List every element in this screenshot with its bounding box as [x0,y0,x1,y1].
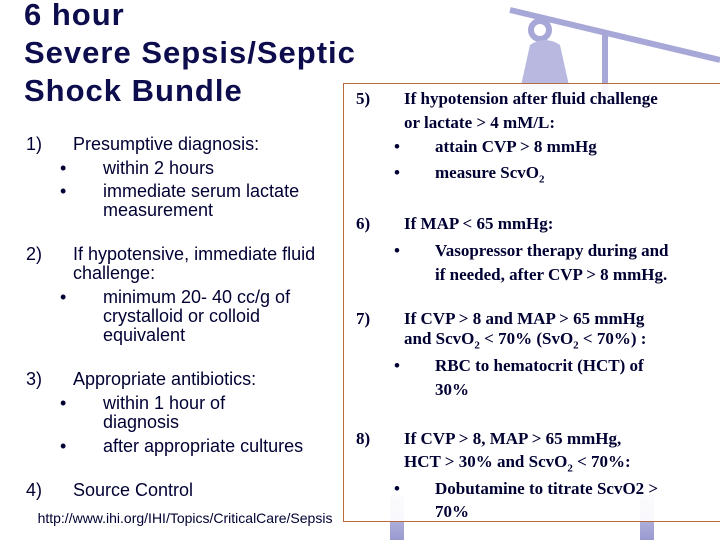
bullet: • [394,356,400,375]
bullet-text: 30% [435,380,469,399]
item-heading: Source Control [73,480,194,500]
subscript: 2 [573,339,579,352]
bullet: • [394,137,400,156]
bullet-text: if needed, after CVP > 8 mmHg. [435,265,668,284]
text: HCT > 30% and ScvO [404,452,568,471]
item-heading: If hypotension after fluid challenge [404,89,658,108]
title-line: Severe Sepsis/Septic [24,35,356,70]
bullet-text: within 1 hour of diagnosis [103,393,226,432]
item-number: 1) [26,134,43,154]
item-heading: If hypotensive, immediate fluid challenge: [73,244,316,283]
bullet-text: attain CVP > 8 mmHg [435,137,597,156]
bullet-text: within 2 hours [103,158,215,178]
bullet: • [60,393,67,413]
item-heading: Presumptive diagnosis: [73,134,260,154]
bullet-text: 70% [435,502,469,521]
subscript: 2 [539,173,545,186]
item-number: 8) [356,429,371,448]
bullet: • [60,287,67,307]
subscript: 2 [474,339,480,352]
item-number: 4) [26,480,43,500]
bullet: • [60,436,67,456]
bullet-text: Vasopressor therapy during and [435,241,669,260]
bullet-text: minimum 20- 40 cc/g of crystalloid or colloid equivalent [103,287,291,345]
item-number: 2) [26,244,43,264]
source-link[interactable]: http://www.ihi.org/IHI/Topics/CriticalCare/Sepsis [37,510,333,526]
item-heading: or lactate > 4 mM/L: [404,113,555,132]
bullet-text: after appropriate cultures [103,436,304,456]
item-number: 3) [26,369,43,389]
title-line: Shock Bundle [24,73,243,108]
item-number: 7) [356,309,371,328]
bullet: • [394,163,400,182]
item-heading: If CVP > 8, MAP > 65 mmHg, [404,429,622,448]
item-heading [404,450,631,474]
item-heading: Appropriate antibiotics: [73,369,257,389]
item-heading: If CVP > 8 and MAP > 65 mmHg [404,309,645,328]
item-number: 6) [356,214,371,233]
text: < 70% (SvO [479,329,574,348]
bullet-text: immediate serum lactate measurement [103,181,300,220]
title-line: 6 hour [24,0,125,32]
slide-title [24,0,356,110]
bullet: • [60,158,67,178]
text: < 70%: [572,452,631,471]
text: and ScvO [404,329,475,348]
item-heading: If MAP < 65 mmHg: [404,214,554,233]
bullet-text: Dobutamine to titrate ScvO2 > [435,479,659,498]
subscript: 2 [567,462,573,475]
bullet-text [435,161,545,185]
bullet: • [60,181,67,201]
text: < 70%) : [578,329,647,348]
item-number: 5) [356,89,371,108]
bullet-text: RBC to hematocrit (HCT) of [435,356,644,375]
bullet: • [394,479,400,498]
text: measure ScvO [435,163,540,182]
item-heading [404,327,646,351]
bullet: • [394,241,400,260]
